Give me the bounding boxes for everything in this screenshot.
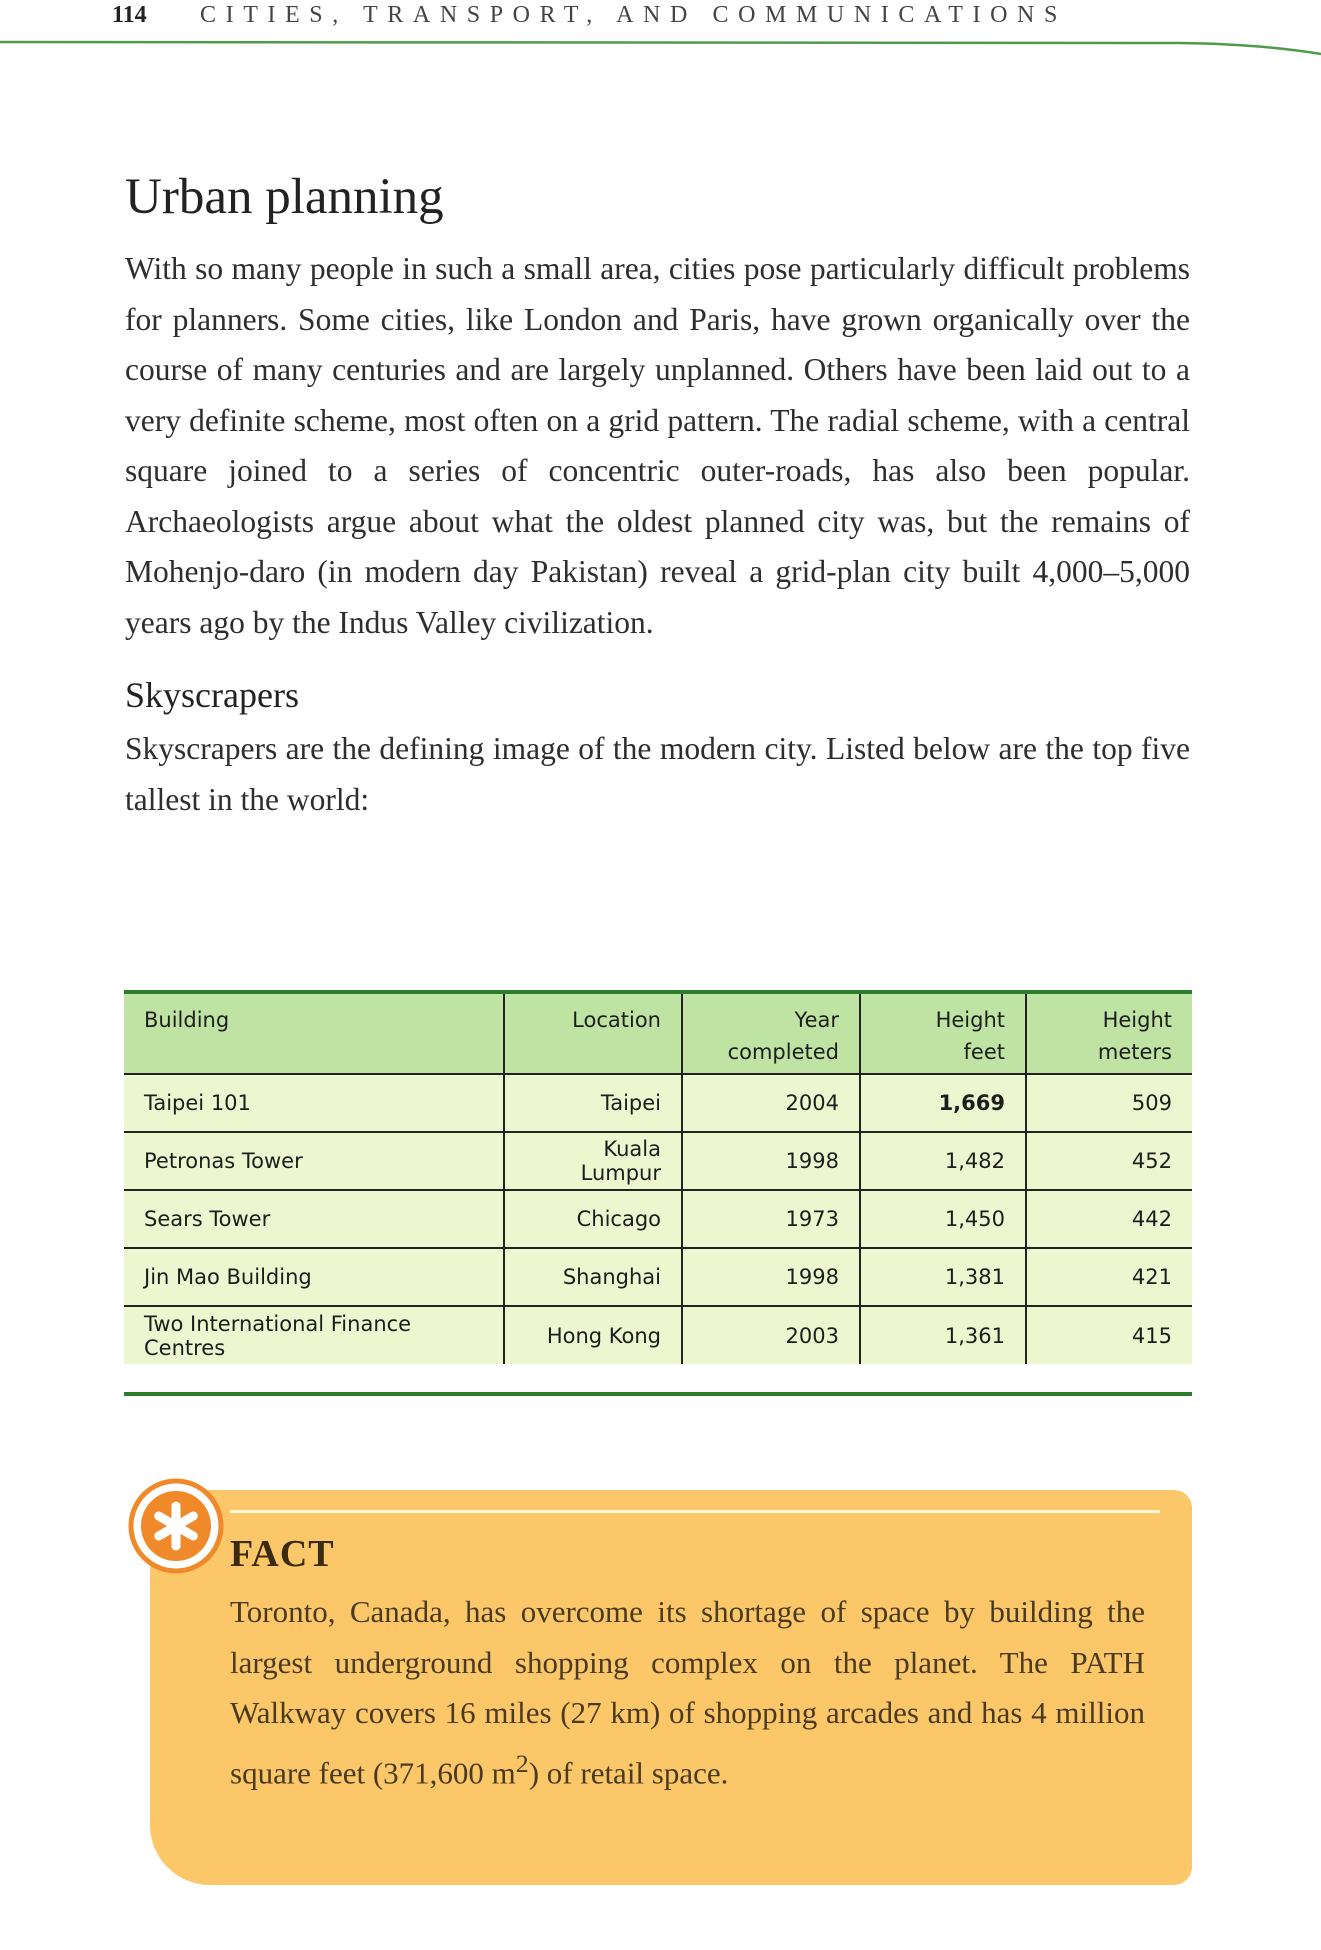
- header-building: Building: [124, 994, 504, 1074]
- table-row: [124, 1190, 1192, 1248]
- table-row: [124, 1248, 1192, 1306]
- cell-building: Taipei 101: [124, 1074, 504, 1132]
- fact-top-rule: [230, 1510, 1160, 1513]
- cell-feet: 1,669: [860, 1074, 1026, 1132]
- cell-building: Two International Finance Centres: [124, 1306, 504, 1364]
- cell-feet: 1,381: [860, 1248, 1026, 1306]
- fact-title: FACT: [230, 1533, 335, 1575]
- cell-meters: 415: [1026, 1306, 1192, 1364]
- header-feet-line1: Height: [935, 1008, 1005, 1032]
- main-content: [125, 150, 1190, 825]
- table-header-row: [124, 994, 1192, 1074]
- cell-year: 1998: [682, 1132, 860, 1190]
- section-title-skyscrapers: Skyscrapers: [125, 675, 299, 715]
- section-title-urban-planning: Urban planning: [125, 169, 444, 225]
- table-row: [124, 1074, 1192, 1132]
- cell-feet: 1,482: [860, 1132, 1026, 1190]
- cell-location: Chicago: [504, 1190, 682, 1248]
- skyscrapers-intro: Skyscrapers are the defining image of the modern city. Listed below are the top five tallest in the world:: [125, 731, 1190, 817]
- header-meters-line1: Height: [1102, 1008, 1172, 1032]
- header-height-meters: [1026, 994, 1192, 1074]
- table-row: [124, 1132, 1192, 1190]
- cell-meters: 509: [1026, 1074, 1192, 1132]
- running-header: [0, 0, 1321, 56]
- cell-year: 1998: [682, 1248, 860, 1306]
- cell-building: Sears Tower: [124, 1190, 504, 1248]
- header-height-feet: [860, 994, 1026, 1074]
- asterisk-icon: [128, 1478, 224, 1574]
- cell-meters: 452: [1026, 1132, 1192, 1190]
- header-meters-line2: meters: [1097, 1040, 1172, 1064]
- header-rule: [0, 38, 1321, 58]
- data-table: [124, 994, 1192, 1364]
- cell-building: Petronas Tower: [124, 1132, 504, 1190]
- skyscraper-table: [124, 990, 1192, 1400]
- urban-planning-paragraph: With so many people in such a small area, cities pose particularly difficult problems for planners. Some cities, like London and Paris, have grown organically over the course of many centuries and are largely unplanned. Others have been laid out to a very definite scheme, most often on a grid pattern. The radial scheme, with a central square joined to a series of concentric outer-roads, has also been popular. Archaeologists argue about what the oldest planned city was, but the remains of Mohenjo-daro (in modern day Pakistan) reveal a grid-plan city built 4,000–5,000 years ago by the Indus Valley civilization.: [125, 251, 1190, 640]
- header-feet-line2: feet: [963, 1040, 1005, 1064]
- cell-year: 2004: [682, 1074, 860, 1132]
- running-title: CITIES, TRANSPORT, AND COMMUNICATIONS: [200, 2, 1067, 28]
- fact-text-main: Toronto, Canada, has overcome its shortage of space by building the largest underground shopping complex on the planet. The PATH Walkway covers 16 miles (27 km) of shopping arcades and has 4 million square feet (371,600 m: [230, 1594, 1145, 1790]
- fact-text: [230, 1587, 1145, 1798]
- fact-text-superscript: 2: [515, 1748, 529, 1778]
- table-row: [124, 1306, 1192, 1364]
- cell-meters: 442: [1026, 1190, 1192, 1248]
- page-number: 114: [112, 2, 147, 28]
- cell-year: 2003: [682, 1306, 860, 1364]
- cell-location: Taipei: [504, 1074, 682, 1132]
- table-bottom-rule: [124, 1392, 1192, 1396]
- fact-text-end: ) of retail space.: [528, 1754, 729, 1790]
- cell-location: Kuala Lumpur: [504, 1132, 682, 1190]
- cell-meters: 421: [1026, 1248, 1192, 1306]
- header-year: Year completed: [682, 994, 860, 1074]
- cell-building: Jin Mao Building: [124, 1248, 504, 1306]
- cell-year: 1973: [682, 1190, 860, 1248]
- fact-box: [150, 1490, 1192, 1885]
- cell-feet: 1,450: [860, 1190, 1026, 1248]
- cell-location: Hong Kong: [504, 1306, 682, 1364]
- cell-feet: 1,361: [860, 1306, 1026, 1364]
- header-location: Location: [504, 994, 682, 1074]
- cell-location: Shanghai: [504, 1248, 682, 1306]
